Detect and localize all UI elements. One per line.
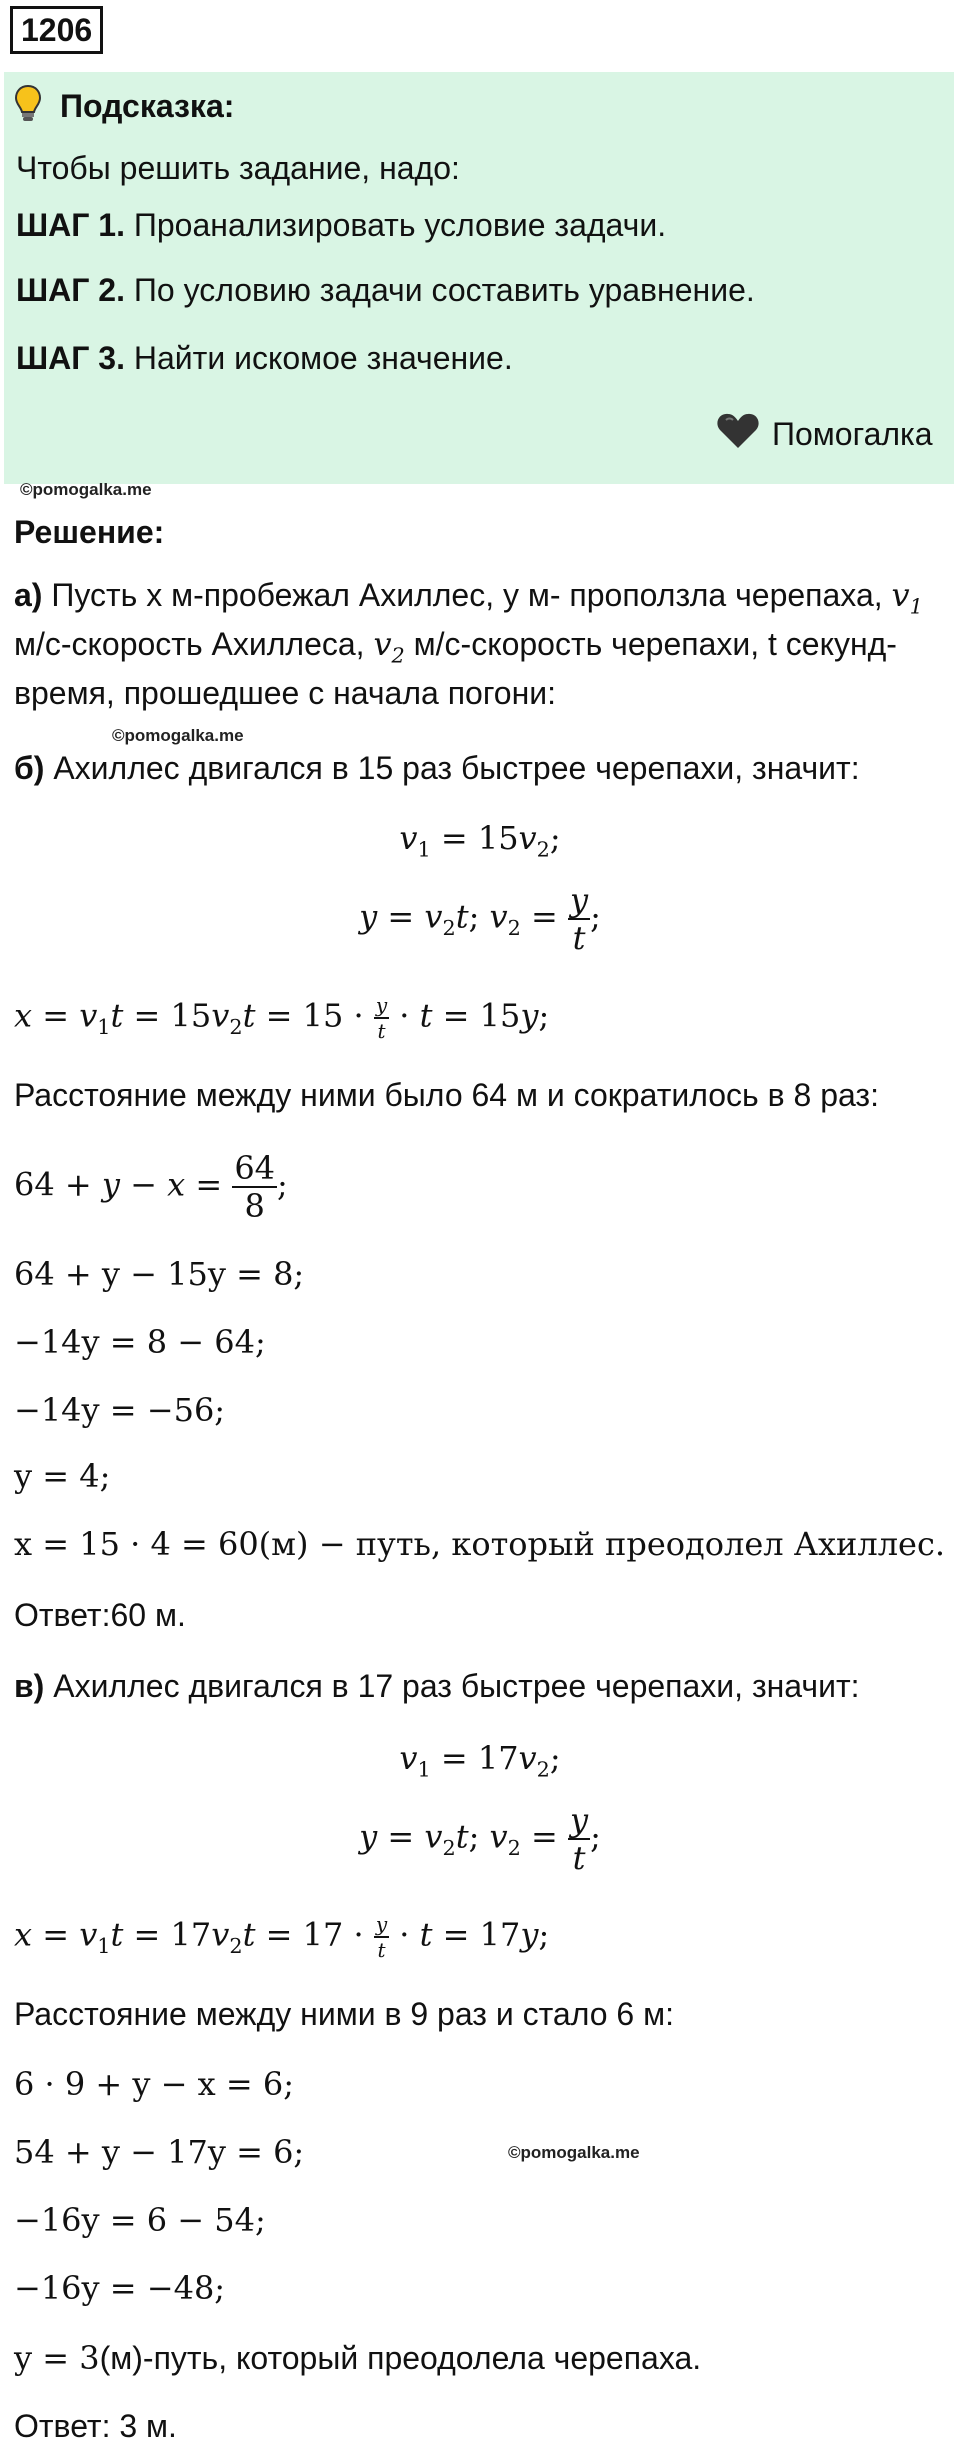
part-c-intro-text: Ахиллес двигался в 17 раз быстрее черепахи, значит: [53, 1668, 860, 1704]
part-a-text: м/с-скорость черепахи, t секунд- [413, 626, 897, 662]
math-v2: $v_2$ [373, 625, 405, 668]
part-a-text: м/с-скорость Ахиллеса, [14, 626, 365, 662]
part-b-distance-text: Расстояние между ними было 64 м и сократилось в 8 раз: [14, 1077, 879, 1113]
hint-intro: Чтобы решить задание, надо: [16, 150, 460, 186]
eq-c-3: −16y = 6 − 54; [14, 2201, 266, 2239]
part-label: б) [14, 750, 45, 786]
math-y-value: y = 3 [14, 2339, 100, 2377]
eq-c-4: −16y = −48; [14, 2269, 226, 2307]
eq-c-1: 6 · 9 + y − x = 6; [14, 2065, 294, 2103]
eq-b-x: $x = v_1t = 15v_2t = 15$ · $\frac{y}{t}$ · t = 15y; [14, 993, 550, 1043]
eq-c-y: $y = v_2t$; $v_2$ = $\frac{y}{t}$ ; [359, 1801, 601, 1877]
eq-c-v1: $v_1 = 17v_2$; [399, 1739, 561, 1782]
step-label: ШАГ 2. [16, 272, 125, 308]
eq-b-y: $y = v_2t$; $v_2$ = $\frac{y}{t}$ ; [359, 881, 601, 957]
part-a-line-1 [14, 575, 923, 626]
eq-c-2: 54 + y − 17y = 6; [14, 2133, 305, 2171]
part-label: а) [14, 577, 43, 613]
part-a-line-2 [14, 624, 897, 675]
step-label: ШАГ 3. [16, 340, 125, 376]
watermark: ©pomogalka.me [112, 726, 244, 745]
part-b-intro [14, 748, 860, 788]
eq-b-4: −14y = −56; [14, 1391, 226, 1429]
hint-step-1 [16, 205, 666, 245]
eq-b-6: x = 15 · 4 = 60(м) − путь, который преодолел Ахиллес. [14, 1525, 946, 1563]
part-label: в) [14, 1668, 45, 1704]
eq-b-3: −14y = 8 − 64; [14, 1323, 266, 1361]
part-a-text: Пусть х м-пробежал Ахиллес, у м- проползла черепаха, [51, 577, 883, 613]
heart-icon [716, 412, 760, 455]
hint-step-3 [16, 338, 513, 378]
part-b-intro-text: Ахиллес двигался в 15 раз быстрее черепахи, значит: [53, 750, 860, 786]
problem-number: 1206 [10, 6, 103, 54]
step-text: Проанализировать условие задачи. [133, 207, 667, 243]
part-c-answer: Ответ: 3 м. [14, 2408, 177, 2444]
eq-b-1: 64 + y − x = $\frac{64}{8}$ ; [14, 1149, 288, 1225]
hint-title: Подсказка: [60, 88, 235, 124]
solution-title: Решение: [14, 514, 165, 550]
step-text: Найти искомое значение. [133, 340, 513, 376]
math-v1: $v_1$ [891, 576, 923, 619]
eq-c-x: $x = v_1t = 17v_2t = 17$ · $\frac{y}{t}$ · t = 17y; [14, 1912, 550, 1962]
eq-c-5-text: (м)-путь, который преодолела черепаха. [99, 2340, 702, 2376]
part-b-answer: Ответ:60 м. [14, 1597, 186, 1633]
watermark: ©pomogalka.me [20, 480, 152, 499]
eq-c-5 [14, 2338, 701, 2378]
eq-b-v1: $v_1 = 15v_2$; [399, 819, 561, 862]
part-c-intro [14, 1666, 859, 1706]
step-label: ШАГ 1. [16, 207, 125, 243]
hint-step-2 [16, 270, 755, 310]
part-c-distance-text: Расстояние между ними в 9 раз и стало 6 м: [14, 1996, 674, 2032]
watermark: ©pomogalka.me [508, 2143, 640, 2162]
brand-label: Помогалка [772, 416, 933, 452]
lightbulb-icon [14, 84, 42, 129]
eq-b-5: y = 4; [14, 1457, 111, 1495]
step-text: По условию задачи составить уравнение. [133, 272, 755, 308]
part-a-line-3: время, прошедшее с начала погони: [14, 675, 557, 711]
eq-b-2: 64 + y − 15y = 8; [14, 1255, 305, 1293]
